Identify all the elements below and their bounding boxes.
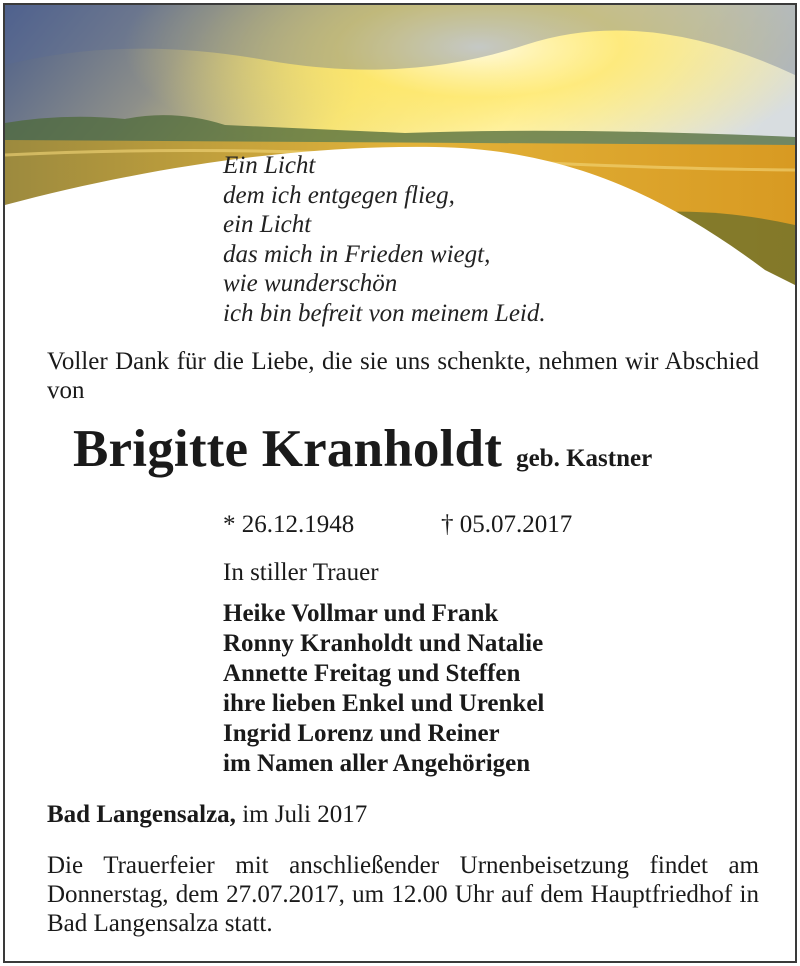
obituary-card	[3, 3, 797, 963]
mourner: ihre lieben Enkel und Urenkel	[223, 690, 545, 717]
deceased-name: Brigitte Kranholdt	[73, 420, 503, 478]
mourners-list	[223, 599, 544, 779]
mourner: Annette Freitag und Steffen	[223, 660, 521, 687]
poem-line: Ein Licht	[223, 152, 316, 179]
poem-line: wie wunderschön	[223, 270, 398, 297]
poem-line: ein Licht	[223, 211, 312, 238]
poem-line: dem ich entgegen flieg,	[223, 181, 455, 209]
intro-text: Voller Dank für die Liebe, die sie uns schenkte, nehmen wir Abschied von	[47, 348, 759, 404]
deceased-name-line	[73, 419, 652, 479]
poem-line: das mich in Frieden wiegt,	[223, 240, 491, 268]
place-date	[47, 801, 367, 829]
mourner: Heike Vollmar und Frank	[223, 600, 499, 627]
mourner: im Namen aller Angehörigen	[223, 750, 531, 777]
place-city: Bad Langensalza,	[47, 801, 236, 828]
birth-date: * 26.12.1948	[223, 511, 355, 538]
maiden-name: geb. Kastner	[516, 445, 653, 472]
funeral-notice: Die Trauerfeier mit anschließender Urnenbeisetzung findet am Donnerstag, dem 27.07.2017, um 12.00 Uhr auf dem Hauptfriedhof in Bad Langensalza statt.	[47, 852, 759, 937]
place-month: im Juli 2017	[242, 801, 368, 828]
poem	[223, 151, 546, 328]
death-date: † 05.07.2017	[441, 511, 573, 538]
poem-line: ich bin befreit von meinem Leid.	[223, 299, 546, 327]
mourning-label: In stiller Trauer	[223, 559, 379, 586]
life-dates	[223, 511, 573, 539]
mourner: Ronny Kranholdt und Natalie	[223, 630, 544, 657]
mourner: Ingrid Lorenz und Reiner	[223, 720, 500, 747]
